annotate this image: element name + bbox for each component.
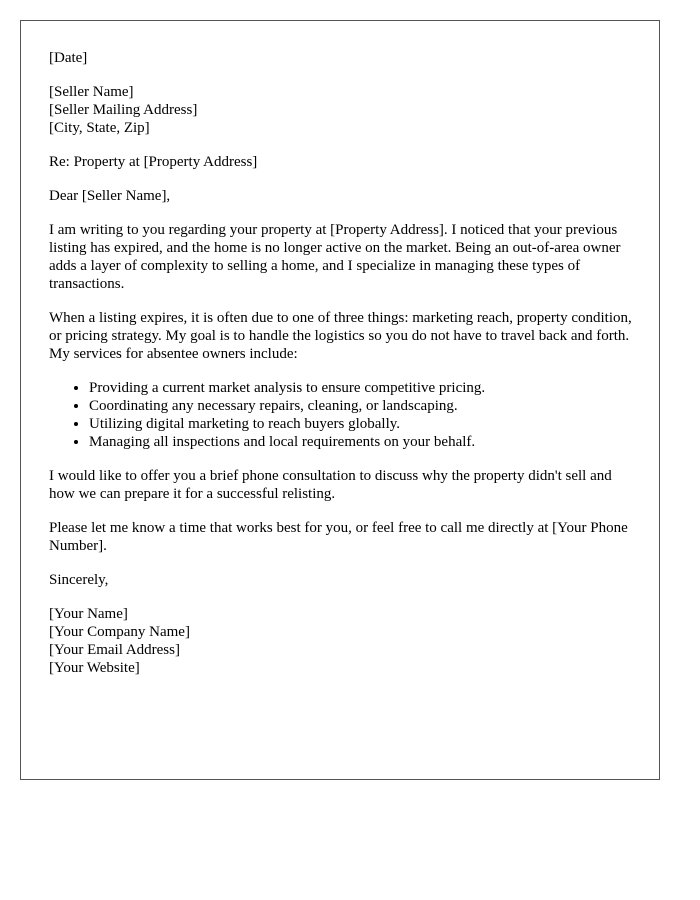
sign-off-block <box>49 571 637 589</box>
body-paragraph-intro: I am writing to you regarding your property at [Property Address]. I noticed that your previous listing has expired, and the home is no longer active on the market. Being an out-of-area owner adds a layer of complexity to selling a home, and I specialize in managing these types of transactions. <box>49 222 621 292</box>
list-item: • Coordinating any necessary repairs, cleaning, or landscaping. <box>89 397 637 415</box>
letter-date: [Date] <box>49 50 88 66</box>
letter-sign-off: Sincerely, <box>49 572 109 588</box>
recipient-mailing-address: [Seller Mailing Address] <box>49 102 198 118</box>
recipient-city-state-zip: [City, State, Zip] <box>49 120 150 136</box>
body-paragraph-consultation: I would like to offer you a brief phone consultation to discuss why the property didn't sell and how we can prepare it for a successful relisting. <box>49 468 612 502</box>
letter-body <box>49 49 637 693</box>
recipient-address-block <box>49 83 637 137</box>
signature-email: [Your Email Address] <box>49 642 180 658</box>
letter-salutation: Dear [Seller Name], <box>49 188 171 204</box>
list-item: • Managing all inspections and local requirements on your behalf. <box>89 433 637 451</box>
services-list <box>49 379 637 451</box>
signature-website: [Your Website] <box>49 660 140 676</box>
body-paragraph-contact: Please let me know a time that works best for you, or feel free to call me directly at [Your Phone Number]. <box>49 520 628 554</box>
signature-block <box>49 605 637 677</box>
date-block <box>49 49 637 67</box>
letter-page <box>20 20 660 780</box>
signature-name: [Your Name] <box>49 606 128 622</box>
recipient-name: [Seller Name] <box>49 84 134 100</box>
list-item: • Utilizing digital marketing to reach buyers globally. <box>89 415 637 433</box>
list-item: • Providing a current market analysis to ensure competitive pricing. <box>89 379 637 397</box>
salutation-block <box>49 187 637 205</box>
letter-subject: Re: Property at [Property Address] <box>49 154 258 170</box>
subject-block <box>49 153 637 171</box>
body-paragraph-services-intro: When a listing expires, it is often due to one of three things: marketing reach, property condition, or pricing strategy. My goal is to handle the logistics so you do not have to travel back and forth. My services for absentee owners include: <box>49 310 632 362</box>
signature-company: [Your Company Name] <box>49 624 190 640</box>
